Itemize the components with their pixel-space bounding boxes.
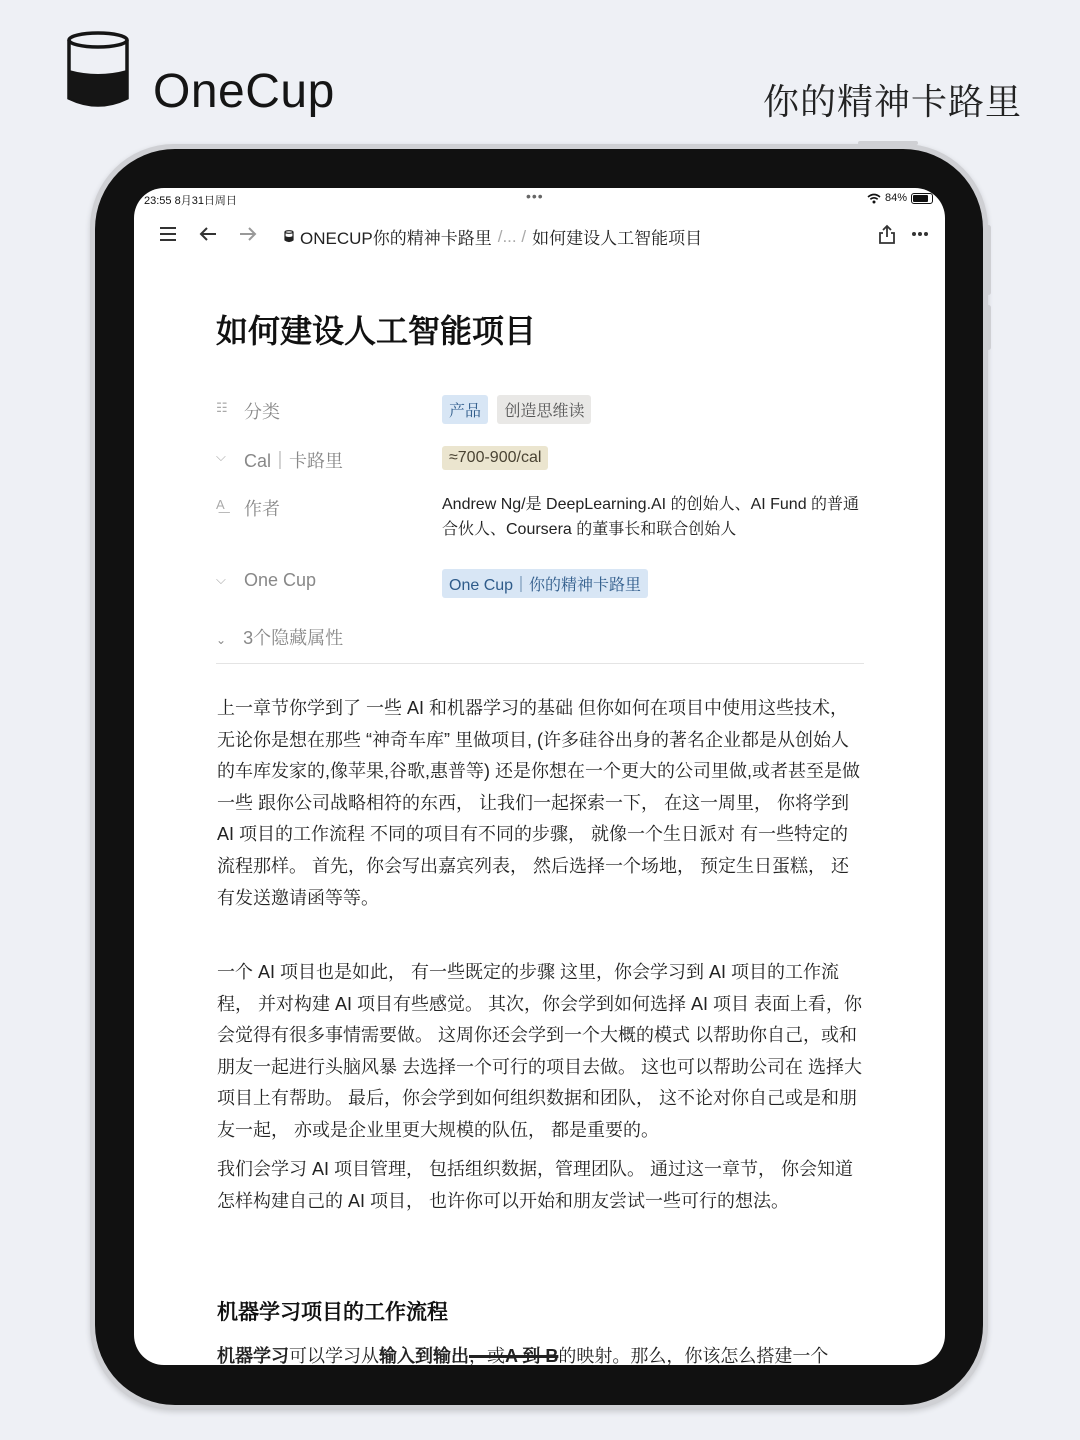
back-arrow-icon[interactable] bbox=[196, 222, 220, 246]
top-nav-bar bbox=[134, 218, 945, 252]
paragraph: 我们会学习 AI 项目管理， 包括组织数据，管理团队。 通过这一章节， 你会知道怎样构建自己的 AI 项目， 也许你可以开始和朋友尝试一些可行的想法。 bbox=[217, 1159, 854, 1211]
paragraph-partial bbox=[217, 1342, 828, 1365]
bold-text: 机器学习 bbox=[217, 1346, 289, 1365]
onecup-logo-icon bbox=[66, 30, 130, 110]
menu-icon[interactable] bbox=[156, 222, 180, 246]
breadcrumb-separator[interactable]: /... / bbox=[497, 226, 527, 246]
power-button bbox=[858, 141, 918, 145]
forward-arrow-icon[interactable] bbox=[236, 222, 260, 246]
paragraph: 上一章节你学到了 一些 AI 和机器学习的基础 但你如何在项目中使用这些技术， 无论你是想在那些 “神奇车库” 里做项目, (许多硅谷出身的著名企业都是从创始人的车库发家的,像苹果,谷歌,惠普等) 还是你想在一个更大的公司里做,或者甚至是做一些 跟你公司战略相符的东西， 让我们一起探索一下， 在这一周里， 你将学到 AI 项目的工作流程 不同的项目有不同的步骤， 就像一个生日派对 有一些特定的流程那样。 首先，你会写出嘉宾列表， 然后选择一个场地， 预定生日蛋糕， 还有发送邀请函等等。 bbox=[217, 698, 860, 908]
property-label: 作者 bbox=[244, 499, 280, 519]
paragraph: 一个 AI 项目也是如此， 有一些既定的步骤 这里，你会学习到 AI 项目的工作流程， 并对构建 AI 项目有些感觉。 其次，你会学到如何选择 AI 项目 表面上看，你会觉得有很多事情需要做。 这周你还会学到一个大概的模式 以帮助你自己，或和朋友一起进行头脑风暴 去选择一个可行的项目去做。 这也可以帮助公司在 选择大项目上有帮助。 最后，你会学到如何组织数据和团队， 这不论对你自己或是和朋友一起， 亦或是企业里更大规模的队伍， 都是重要的。 bbox=[217, 962, 863, 1140]
property-row-onecup[interactable] bbox=[216, 570, 866, 600]
category-tags[interactable] bbox=[442, 395, 596, 424]
property-row-category[interactable] bbox=[216, 398, 866, 428]
bold-text: A 到 B bbox=[505, 1346, 559, 1365]
status-indicators bbox=[867, 192, 933, 204]
volume-button bbox=[986, 225, 991, 295]
text: 的映射。那么，你该怎么搭建一个 bbox=[558, 1346, 829, 1365]
brand-name: OneCup bbox=[153, 65, 335, 118]
breadcrumb-current[interactable]: 如何建设人工智能项目 bbox=[532, 229, 703, 248]
battery-icon bbox=[911, 193, 933, 204]
brand-tagline: 你的精神卡路里 bbox=[762, 81, 1022, 122]
chevron-down-icon: ⌄ bbox=[216, 633, 227, 647]
property-label: Cal｜卡路里 bbox=[244, 451, 344, 471]
wifi-icon bbox=[867, 193, 881, 204]
onecup-value[interactable] bbox=[442, 569, 653, 598]
section-heading: 机器学习项目的工作流程 bbox=[217, 1301, 448, 1324]
breadcrumb bbox=[284, 224, 702, 249]
volume-button bbox=[986, 305, 991, 350]
divider bbox=[216, 663, 864, 664]
cal-value[interactable] bbox=[442, 446, 553, 470]
more-options-icon[interactable] bbox=[908, 222, 932, 246]
breadcrumb-root[interactable]: ONECUP你的精神卡路里 bbox=[300, 229, 492, 248]
cup-icon bbox=[284, 230, 294, 243]
chevron-circle-icon: ⌵ bbox=[216, 572, 226, 587]
tag[interactable]: 产品 bbox=[442, 395, 488, 424]
text: 可以学习从 bbox=[289, 1346, 379, 1365]
list-icon: ☷ bbox=[216, 400, 228, 415]
tag[interactable]: ≈700-900/cal bbox=[442, 446, 548, 470]
tablet-screen bbox=[134, 188, 945, 1365]
text: ，或 bbox=[469, 1346, 505, 1365]
hidden-properties-label: 3个隐藏属性 bbox=[243, 628, 344, 648]
tag[interactable]: 创造思维读 bbox=[497, 395, 591, 424]
page-title: 如何建设人工智能项目 bbox=[216, 313, 537, 349]
share-icon[interactable] bbox=[875, 222, 899, 246]
property-row-cal[interactable] bbox=[216, 447, 866, 477]
property-row-author[interactable] bbox=[216, 495, 866, 551]
status-time: 23:55 8月31日周日 bbox=[144, 195, 237, 207]
property-label: 分类 bbox=[244, 402, 280, 422]
hidden-properties-toggle[interactable] bbox=[216, 624, 343, 650]
tag[interactable]: One Cup｜你的精神卡路里 bbox=[442, 569, 648, 598]
battery-percent: 84% bbox=[884, 192, 907, 204]
chevron-circle-icon: ⌵ bbox=[216, 449, 226, 464]
multitasking-dots[interactable]: ••• bbox=[526, 188, 544, 204]
text-icon: A͟ bbox=[216, 497, 225, 512]
author-value[interactable]: Andrew Ng/是 DeepLearning.AI 的创始人、AI Fund 的普通合伙人、Coursera 的董事长和联合创始人 bbox=[442, 496, 860, 538]
bold-text: 输入到输出 bbox=[379, 1346, 469, 1365]
property-label: One Cup bbox=[244, 570, 317, 590]
